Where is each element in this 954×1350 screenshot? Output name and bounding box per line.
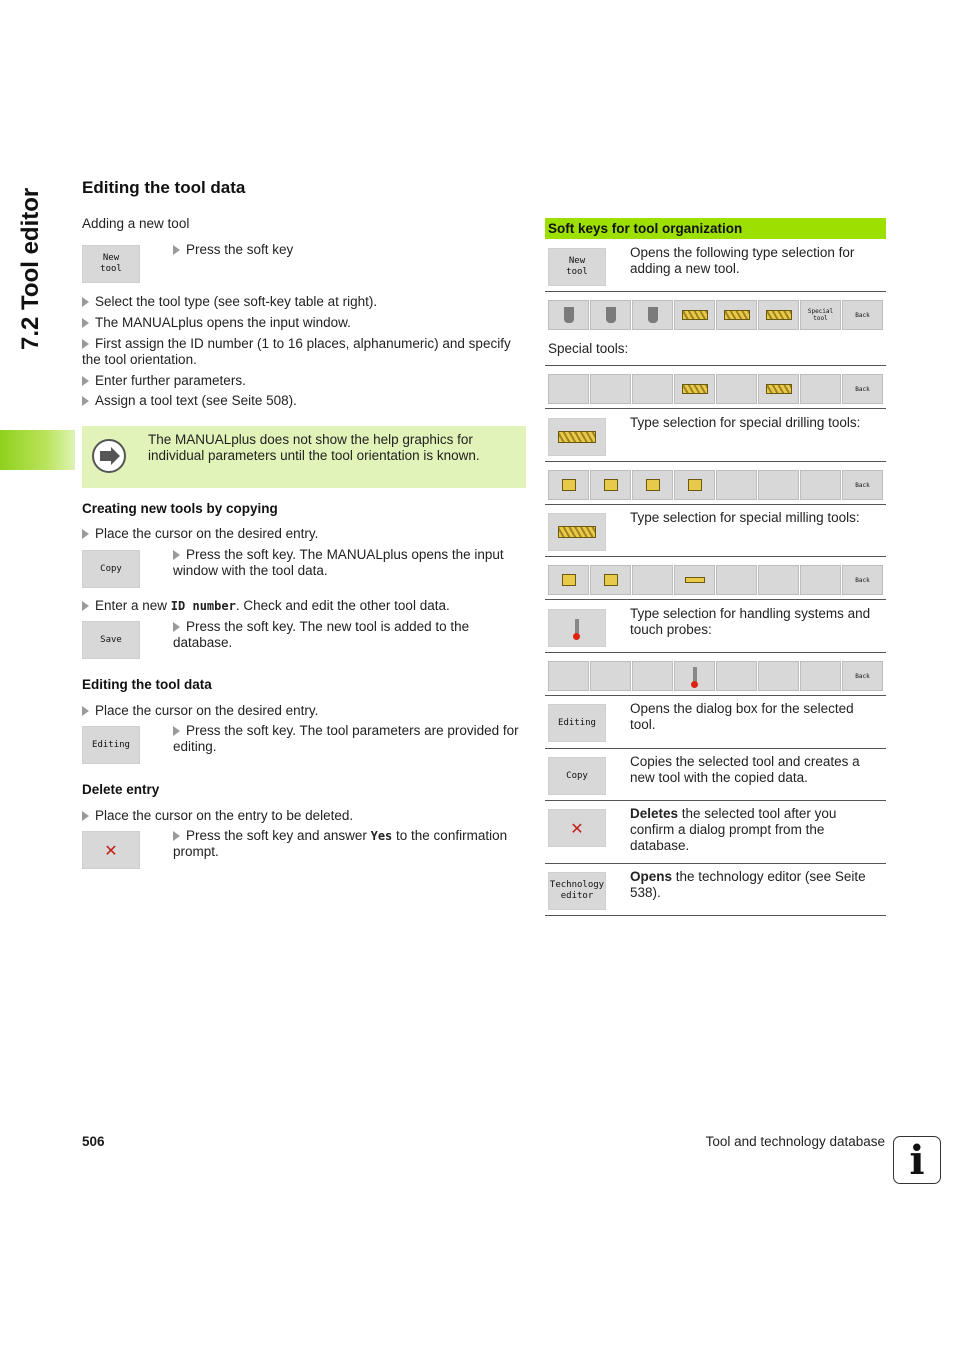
- milling-icon: [766, 384, 792, 394]
- step-new-2: The MANUALplus opens the input window.: [82, 315, 351, 331]
- step-new-3: First assign the ID number (1 to 16 places, alphanumeric) and specify the tool orientation.: [82, 336, 511, 367]
- empty-softkey: [800, 374, 841, 404]
- empty-softkey: [632, 565, 673, 595]
- new-tool-softkey[interactable]: New tool: [82, 245, 140, 283]
- table-editing-softkey[interactable]: Editing: [548, 704, 606, 742]
- drill-icon: [682, 310, 708, 320]
- drill-type-icon: [646, 479, 660, 491]
- edit-step-2: Press the soft key. The tool parameters are provided for editing.: [173, 723, 525, 755]
- milling-softkey[interactable]: [758, 300, 799, 330]
- back-softkey[interactable]: Back: [842, 300, 883, 330]
- technology-editor-softkey[interactable]: Technology editor: [548, 872, 606, 910]
- special-tools-softkey-strip: [548, 374, 883, 404]
- step-new-5: Assign a tool text (see Seite 508).: [82, 393, 297, 409]
- handling-icon: [575, 619, 579, 637]
- divider: [545, 461, 886, 462]
- editing-softkey[interactable]: Editing: [82, 726, 140, 764]
- drill-type-icon: [562, 479, 576, 491]
- mill-type-softkey[interactable]: [674, 565, 715, 595]
- countersink-icon: [724, 310, 750, 320]
- drill-icon: [682, 384, 708, 394]
- note-box: [82, 426, 526, 488]
- mill-type-icon: [562, 574, 576, 586]
- footer-chapter: Tool and technology database: [705, 1134, 885, 1149]
- table-row-drill-text: Type selection for special drilling tools:: [630, 415, 861, 430]
- drill-type-softkey[interactable]: [548, 470, 589, 500]
- copy-step-2: Press the soft key. The MANUALplus opens the input window with the tool data.: [173, 547, 525, 579]
- table-row-tech-text: Opens the technology editor (see Seite 538).: [630, 869, 866, 900]
- special-mill-softkey[interactable]: [548, 513, 606, 551]
- empty-softkey: [758, 661, 799, 691]
- special-mill-softkey[interactable]: [758, 374, 799, 404]
- drill-softkey[interactable]: [674, 300, 715, 330]
- press-softkey-text: Press the soft key: [173, 242, 293, 258]
- drill-type-icon: [604, 479, 618, 491]
- empty-softkey: [716, 565, 757, 595]
- drill-type-softkey[interactable]: [590, 470, 631, 500]
- copy-step-4: Press the soft key. The new tool is added to the database.: [173, 619, 525, 651]
- step-new-1: Select the tool type (see soft-key table at right).: [82, 294, 377, 310]
- divider: [545, 863, 886, 864]
- back-softkey[interactable]: Back: [842, 374, 883, 404]
- divider: [545, 915, 886, 916]
- table-header: Soft keys for tool organization: [545, 218, 886, 239]
- drill-type-icon: [688, 479, 702, 491]
- mill-type-softkey[interactable]: [590, 565, 631, 595]
- touch-probe-icon: [693, 667, 697, 685]
- turning-tool-icon: [564, 307, 574, 323]
- touch-probe-softkey[interactable]: [674, 661, 715, 691]
- divider: [545, 748, 886, 749]
- table-row-delete-text: Deletes the selected tool after you confirm a dialog prompt from the database.: [630, 806, 837, 853]
- drill-types-softkey-strip: [548, 470, 883, 500]
- empty-softkey: [758, 565, 799, 595]
- divider: [545, 599, 886, 600]
- table-delete-softkey[interactable]: [548, 809, 606, 847]
- turning-tool-softkey[interactable]: [548, 300, 589, 330]
- special-tool-softkey[interactable]: Special tool: [800, 300, 841, 330]
- note-text: The MANUALplus does not show the help graphics for individual parameters until the tool orientation is known.: [148, 432, 480, 463]
- back-softkey[interactable]: Back: [842, 565, 883, 595]
- empty-softkey: [716, 661, 757, 691]
- delete-section-title: Delete entry: [82, 782, 160, 797]
- copy-section-title: Creating new tools by copying: [82, 501, 278, 516]
- empty-softkey: [800, 661, 841, 691]
- delete-icon: ✕: [104, 840, 118, 860]
- empty-softkey: [716, 470, 757, 500]
- adding-label: Adding a new tool: [82, 216, 190, 231]
- edit-section-title: Editing the tool data: [82, 677, 212, 692]
- special-drill-softkey[interactable]: [548, 418, 606, 456]
- arrow-right-icon: [92, 439, 126, 473]
- empty-softkey: [590, 661, 631, 691]
- edit-step-1: Place the cursor on the desired entry.: [82, 703, 318, 719]
- delete-icon: ✕: [570, 818, 584, 838]
- delete-step-2: Press the soft key and answer Yes to the confirmation prompt.: [173, 828, 525, 860]
- mill-type-icon: [604, 574, 618, 586]
- recessing-tool-softkey[interactable]: [590, 300, 631, 330]
- divider: [545, 504, 886, 505]
- section-title: Editing the tool data: [82, 178, 246, 197]
- divider: [545, 652, 886, 653]
- table-row-handling-text: Type selection for handling systems and touch probes:: [630, 606, 871, 637]
- table-row-copy-text: Copies the selected tool and creates a new tool with the copied data.: [630, 754, 860, 785]
- milling-icon: [558, 526, 596, 538]
- special-drill-softkey[interactable]: [674, 374, 715, 404]
- milling-icon: [766, 310, 792, 320]
- drill-type-softkey[interactable]: [674, 470, 715, 500]
- empty-softkey: [758, 470, 799, 500]
- back-softkey[interactable]: Back: [842, 661, 883, 691]
- copy-step-3: Enter a new ID number. Check and edit the other tool data.: [82, 598, 450, 614]
- table-row-editing-text: Opens the dialog box for the selected tool.: [630, 701, 854, 732]
- drill-icon: [558, 431, 596, 443]
- divider: [545, 365, 886, 366]
- recessing-tool-icon: [606, 307, 616, 323]
- empty-softkey: [548, 661, 589, 691]
- info-icon: i: [893, 1136, 941, 1184]
- empty-softkey: [590, 374, 631, 404]
- copy-softkey[interactable]: Copy: [82, 550, 140, 588]
- save-softkey[interactable]: Save: [82, 621, 140, 659]
- threading-tool-softkey[interactable]: [632, 300, 673, 330]
- handling-softkey[interactable]: [548, 609, 606, 647]
- table-row-mill-text: Type selection for special milling tools:: [630, 510, 860, 525]
- divider: [545, 291, 886, 292]
- mill-type-icon: [685, 577, 705, 583]
- divider: [545, 695, 886, 696]
- table-new-tool-softkey[interactable]: New tool: [548, 248, 606, 286]
- drill-type-softkey[interactable]: [632, 470, 673, 500]
- special-tools-label: Special tools:: [548, 341, 629, 356]
- empty-softkey: [548, 374, 589, 404]
- tool-type-softkey-strip: [548, 300, 883, 330]
- empty-softkey: [800, 470, 841, 500]
- empty-softkey: [632, 661, 673, 691]
- handling-types-softkey-strip: [548, 661, 883, 691]
- delete-softkey[interactable]: [82, 831, 140, 869]
- empty-softkey: [632, 374, 673, 404]
- side-chapter-tab: [0, 430, 75, 470]
- table-row-new-text: Opens the following type selection for adding a new tool.: [630, 245, 855, 276]
- mill-types-softkey-strip: [548, 565, 883, 595]
- mill-type-softkey[interactable]: [548, 565, 589, 595]
- divider: [545, 800, 886, 801]
- table-copy-softkey[interactable]: Copy: [548, 757, 606, 795]
- copy-step-1: Place the cursor on the desired entry.: [82, 526, 318, 542]
- threading-tool-icon: [648, 307, 658, 323]
- countersink-softkey[interactable]: [716, 300, 757, 330]
- page-number: 506: [82, 1134, 105, 1149]
- step-new-4: Enter further parameters.: [82, 373, 246, 389]
- back-softkey[interactable]: Back: [842, 470, 883, 500]
- divider: [545, 408, 886, 409]
- empty-softkey: [800, 565, 841, 595]
- delete-step-1: Place the cursor on the entry to be deleted.: [82, 808, 353, 824]
- empty-softkey: [716, 374, 757, 404]
- divider: [545, 556, 886, 557]
